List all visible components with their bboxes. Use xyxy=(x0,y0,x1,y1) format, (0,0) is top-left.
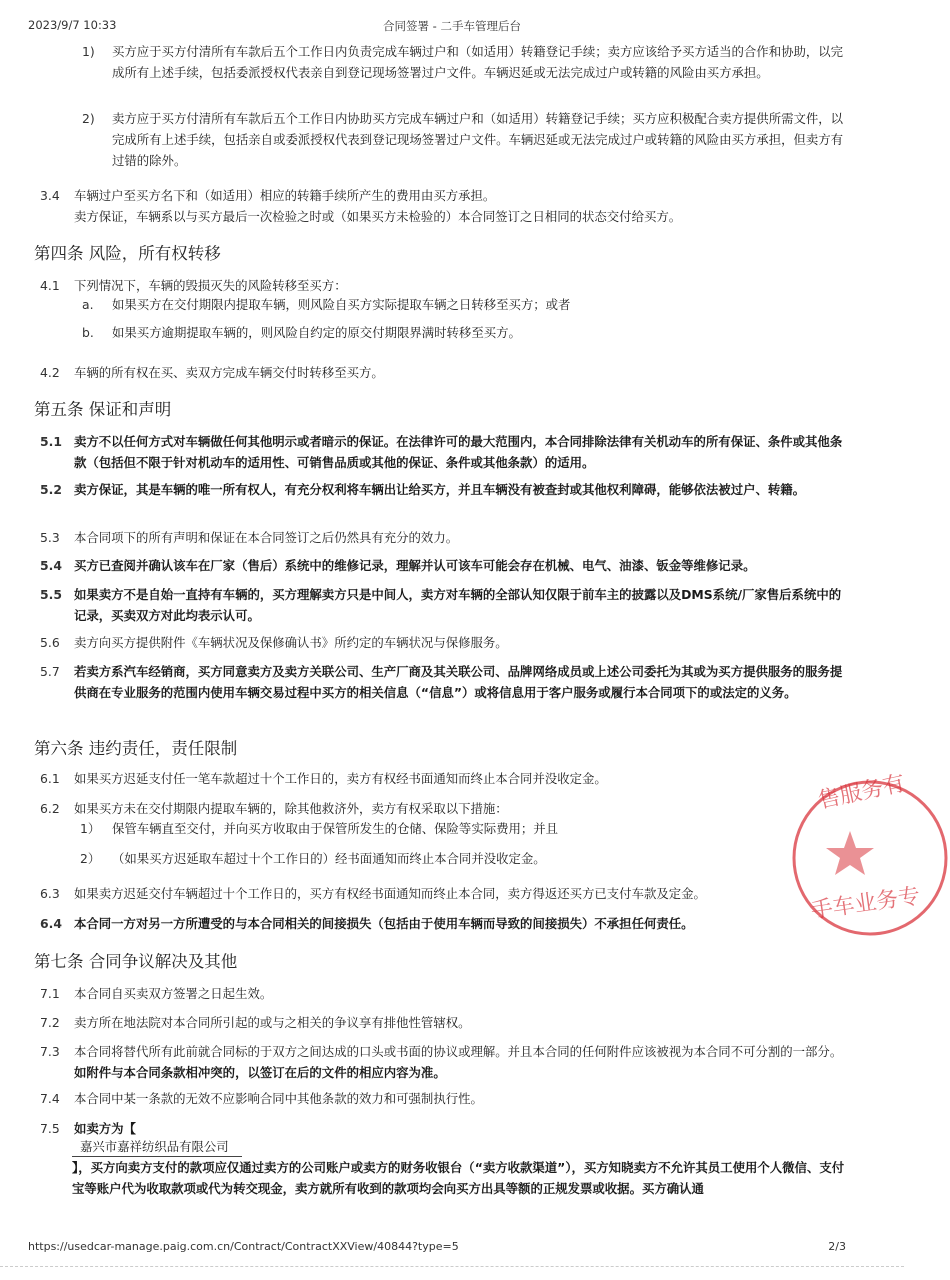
clause-text: 卖方不以任何方式对车辆做任何其他明示或者暗示的保证。在法律许可的最大范围内，本合同排除法律有关机动车的所有保证、条件或其他条款（包括但不限于针对机动车的适用性、可销售品质或其他的保证、条件或其他条款）的适用。 xyxy=(74,434,843,470)
clause-text-part: 本合同将替代所有此前就合同标的于双方之间达成的口头或书面的协议或理解。并且本合同的任何附件应该被视为本合同不可分割的一部分。 xyxy=(74,1044,843,1059)
clause-number: 6.1 xyxy=(40,771,60,786)
list-number: b. xyxy=(82,325,94,340)
clause-text: 】，买方向卖方支付的款项应仅通过卖方的公司账户或卖方的财务收银台（“卖方收款渠道”），买方知晓卖方不允许其员工使用个人微信、支付宝等账户代为收取款项或代为转交现金，卖方就所有收到的款项均会向买方出具等额的正规发票或收据。买方确认通 xyxy=(72,1160,845,1196)
clause-number: 4.1 xyxy=(40,278,60,293)
clause-text: 本合同自买卖双方签署之日起生效。 xyxy=(74,986,273,1001)
clause-number: 7.1 xyxy=(40,986,60,1001)
clause-number: 3.4 xyxy=(40,188,60,203)
list-item: 保管车辆直至交付，并向买方收取由于保管所发生的仓储、保险等实际费用；并且 xyxy=(112,821,559,836)
list-number: 1） xyxy=(80,821,101,836)
clause-number: 4.2 xyxy=(40,365,60,380)
clause-number: 5.7 xyxy=(40,664,60,679)
clause-number: 6.4 xyxy=(40,916,62,931)
clause-text: 卖方保证，车辆系以与买方最后一次检验之时或（如果买方未检验的）本合同签订之日相同的状态交付给买方。 xyxy=(74,209,682,224)
list-item: 卖方应于买方付清所有车款后五个工作日内协助买方完成车辆过户和（如适用）转籍登记手续；买方应积极配合卖方提供所需文件，以完成所有上述手续，包括亲自或委派授权代表到登记现场签署过户文件。车辆迟延或无法完成过户或转籍的风险由买方承担，但卖方有过错的除外。 xyxy=(112,111,844,168)
company-name: 嘉兴市嘉祥纺织品有限公司 xyxy=(80,1139,229,1154)
clause-text: 如果买方迟延支付任一笔车款超过十个工作日的，卖方有权经书面通知而终止本合同并没收定金。 xyxy=(74,771,607,786)
page-edge-divider xyxy=(0,1266,904,1267)
clause-text: 若卖方系汽车经销商，买方同意卖方及卖方关联公司、生产厂商及其关联公司、品牌网络成员或上述公司委托为其或为买方提供服务的服务提供商在专业服务的范围内使用车辆交易过程中买方的相关信息（“信息”）或将信息用于客户服务或履行本合同项下的或法定的义务。 xyxy=(74,664,843,700)
section-heading: 第五条 保证和声明 xyxy=(34,400,172,419)
clause-number: 6.2 xyxy=(40,801,60,816)
clause-text: 车辆的所有权在买、卖双方完成车辆交付时转移至买方。 xyxy=(74,365,384,380)
clause-number: 5.2 xyxy=(40,482,62,497)
list-item: 如果买方在交付期限内提取车辆，则风险自买方实际提取车辆之日转移至买方；或者 xyxy=(112,297,571,312)
list-item: 如果买方逾期提取车辆的，则风险自约定的原交付期限界满时转移至买方。 xyxy=(112,325,521,340)
clause-text: 卖方所在地法院对本合同所引起的或与之相关的争议享有排他性管辖权。 xyxy=(74,1015,471,1030)
clause-number: 7.4 xyxy=(40,1091,60,1106)
page-url: https://usedcar-manage.paig.com.cn/Contract/ContractXXView/40844?type=5 xyxy=(28,1240,459,1253)
clause-text: 下列情况下，车辆的毁损灭失的风险转移至买方： xyxy=(74,278,347,293)
clause-text: 如果卖方迟延交付车辆超过十个工作日的，买方有权经书面通知而终止本合同，卖方得返还买方已支付车款及定金。 xyxy=(74,886,706,901)
list-item: （如果买方迟延取车超过十个工作日的）经书面通知而终止本合同并没收定金。 xyxy=(112,851,546,866)
list-number: 1) xyxy=(82,44,95,59)
clause-number: 5.6 xyxy=(40,635,60,650)
clause-text: 本合同项下的所有声明和保证在本合同签订之后仍然具有充分的效力。 xyxy=(74,530,459,545)
clause-number: 7.2 xyxy=(40,1015,60,1030)
svg-text:手车业务专: 手车业务专 xyxy=(809,883,922,924)
clause-number: 7.5 xyxy=(40,1121,60,1136)
page-title: 合同签署 - 二手车管理后台 xyxy=(383,19,521,33)
clause-text-bold: 如附件与本合同条款相冲突的，以签订在后的文件的相应内容为准。 xyxy=(74,1065,446,1080)
section-heading: 第四条 风险，所有权转移 xyxy=(34,244,221,263)
clause-number: 5.5 xyxy=(40,587,62,602)
clause-text: 卖方保证，其是车辆的唯一所有权人，有充分权利将车辆出让给买方，并且车辆没有被查封或其他权利障碍，能够依法被过户、转籍。 xyxy=(74,482,806,497)
list-number: a. xyxy=(82,297,94,312)
clause-number: 5.4 xyxy=(40,558,62,573)
clause-text: 买方已查阅并确认该车在厂家（售后）系统中的维修记录，理解并认可该车可能会存在机械、电气、油漆、钣金等维修记录。 xyxy=(74,558,756,573)
list-number: 2) xyxy=(82,111,95,126)
section-heading: 第六条 违约责任，责任限制 xyxy=(34,739,238,758)
clause-text: 车辆过户至买方名下和（如适用）相应的转籍手续所产生的费用由买方承担。 xyxy=(74,188,496,203)
clause-number: 5.1 xyxy=(40,434,62,449)
clause-text: 如果卖方不是自始一直持有车辆的，买方理解卖方只是中间人，卖方对车辆的全部认知仅限于前车主的披露以及DMS系统/厂家售后系统中的记录，买卖双方对此均表示认可。 xyxy=(74,587,842,623)
clause-number: 7.3 xyxy=(40,1044,60,1059)
list-item: 买方应于买方付清所有车款后五个工作日内负责完成车辆过户和（如适用）转籍登记手续；卖方应该给予买方适当的合作和协助，以完成所有上述手续，包括委派授权代表亲自到登记现场签署过户文件。车辆迟延或无法完成过户或转籍的风险由买方承担。 xyxy=(112,44,844,80)
clause-text: 本合同中某一条款的无效不应影响合同中其他条款的效力和可强制执行性。 xyxy=(74,1091,483,1106)
list-number: 2） xyxy=(80,851,101,866)
company-seal xyxy=(790,768,950,948)
clause-number: 5.3 xyxy=(40,530,60,545)
clause-text: 卖方向买方提供附件《车辆状况及保修确认书》所约定的车辆状况与保修服务。 xyxy=(74,635,508,650)
clause-text: 本合同一方对另一方所遭受的与本合同相关的间接损失（包括由于使用车辆而导致的间接损失）不承担任何责任。 xyxy=(74,916,694,931)
print-datetime: 2023/9/7 10:33 xyxy=(28,18,117,32)
page-number: 2/3 xyxy=(828,1240,846,1253)
svg-text:售服务有: 售服务有 xyxy=(816,771,908,814)
clause-label: 如卖方为【 xyxy=(74,1121,136,1136)
section-heading: 第七条 合同争议解决及其他 xyxy=(34,952,238,971)
clause-text: 如果买方未在交付期限内提取车辆的，除其他救济外，卖方有权采取以下措施： xyxy=(74,801,508,816)
clause-text xyxy=(74,1041,852,1083)
clause-number: 6.3 xyxy=(40,886,60,901)
